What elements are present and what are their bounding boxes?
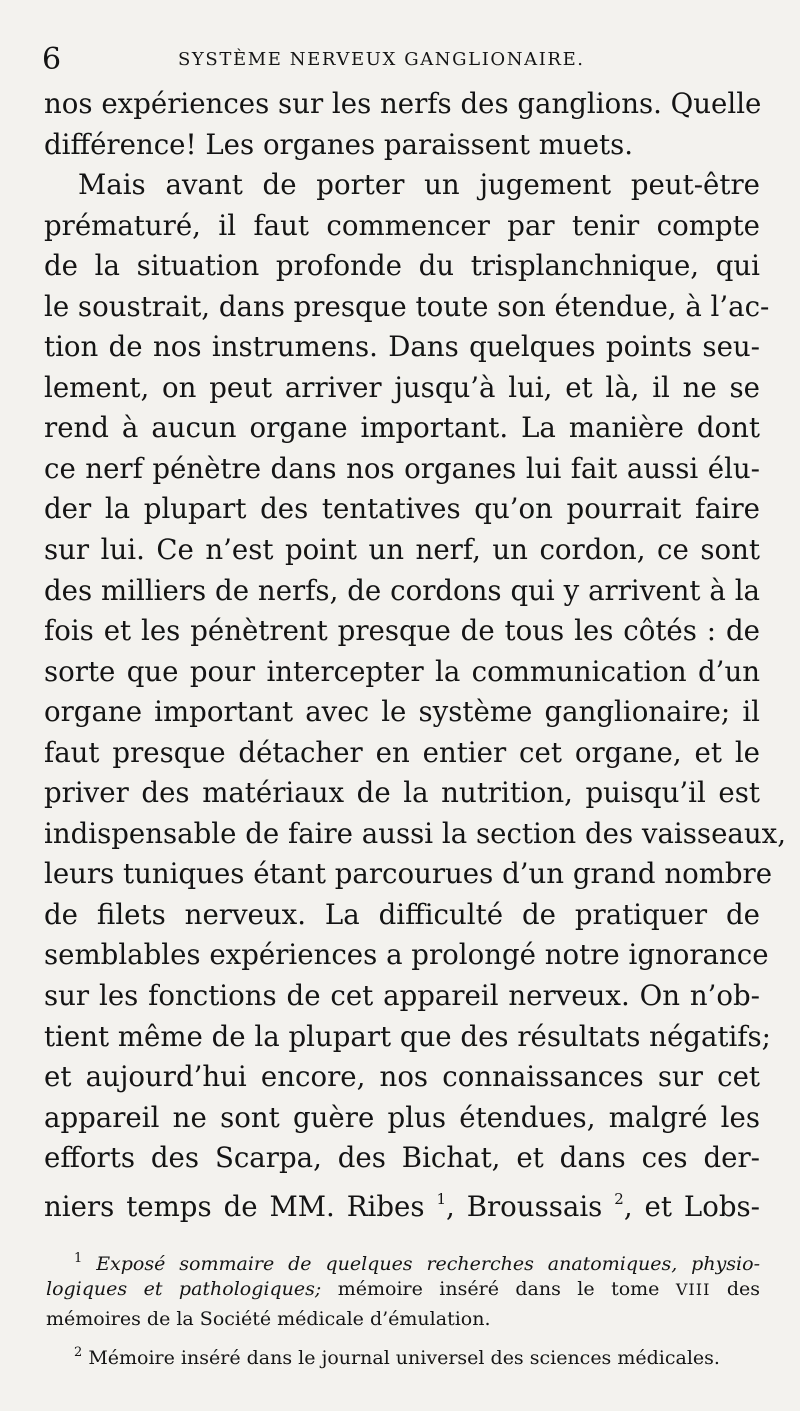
footnote-reference-1: 1 (436, 1189, 446, 1208)
text-line: nos expériences sur les nerfs des ganglions. Quelle (44, 87, 762, 120)
text-line: fois et les pénètrent presque de tous les côtés : de (44, 614, 760, 648)
footnote-2-text: Mémoire inséré dans le journal universel des sciences médicales. (88, 1347, 720, 1369)
footnote-1-title-end: logiques et pathologiques; (46, 1278, 322, 1300)
text-line: sorte que pour intercepter la communication d’un (44, 654, 760, 688)
footnote-2-mark: 2 (74, 1345, 83, 1360)
text-line: leurs tuniques étant parcourues d’un grand nombre (44, 857, 773, 891)
text-line: efforts des Scarpa, des Bichat, et dans ces der- (44, 1141, 760, 1175)
text-line: de la situation profonde du trisplanchnique, qui (44, 249, 760, 283)
footnote-1-line (46, 1274, 760, 1304)
text-line: tion de nos instrumens. Dans quelques points seu- (44, 330, 760, 364)
text-line: de filets nerveux. La difficulté de pratiquer de (44, 897, 760, 931)
text-line: organe important avec le système ganglionaire; il (44, 695, 760, 729)
footnote-1-title: Exposé sommaire de quelques recherches anatomiques, physio- (96, 1253, 760, 1275)
text-line: indispensable de faire aussi la section des vaisseaux, (44, 816, 786, 850)
page-number: 6 (42, 42, 62, 77)
footnote-reference-2: 2 (614, 1189, 624, 1208)
text-line: rend à aucun organe important. La manière dont (44, 411, 760, 445)
text-line: appareil ne sont guère plus étendues, malgré les (44, 1100, 760, 1134)
text-line: des milliers de nerfs, de cordons qui y arrivent à la (44, 573, 760, 607)
text-line: priver des matériaux de la nutrition, puisqu’il est (44, 776, 760, 810)
text-line: lement, on peut arriver jusqu’à lui, et là, il ne se (44, 370, 760, 404)
running-title: SYSTÈME NERVEUX GANGLIONAIRE. (178, 49, 585, 70)
text-line: tient même de la plupart que des résultats négatifs; (44, 1019, 771, 1053)
text-line: faut presque détacher en entier cet organe, et le (44, 735, 760, 769)
text-line: et aujourd’hui encore, nos connaissances sur cet (44, 1060, 760, 1094)
text-fragment: , et Lobs- (623, 1189, 760, 1223)
body-text (44, 84, 786, 1223)
text-line: prématuré, il faut commencer par tenir compte (44, 208, 760, 242)
footnote-1-volume: VIII (675, 1280, 711, 1299)
text-fragment: niers temps de MM. Ribes (44, 1189, 437, 1223)
footnote-1-text: mémoire inséré dans le tome (321, 1278, 676, 1300)
text-line-with-note-refs (44, 1179, 760, 1223)
text-line: sur lui. Ce n’est point un nerf, un cordon, ce sont (44, 533, 760, 567)
footnote-1-line (46, 1244, 760, 1274)
text-fragment: , Broussais (446, 1189, 615, 1223)
footnote-1-text: des (710, 1278, 760, 1300)
text-line: semblables expériences a prolongé notre ignorance (44, 938, 769, 972)
text-line: sur les fonctions de cet appareil nerveux. On n’ob- (44, 979, 760, 1013)
text-line: der la plupart des tentatives qu’on pourrait faire (44, 492, 760, 526)
running-head (42, 40, 762, 80)
footnote-1-line: mémoires de la Société médicale d’émulation. (46, 1308, 491, 1330)
text-line: ce nerf pénètre dans nos organes lui fait aussi élu- (44, 451, 760, 485)
footnote-1-mark: 1 (74, 1251, 83, 1266)
footnotes (46, 1244, 760, 1368)
text-line: le soustrait, dans presque toute son étendue, à l’ac- (44, 289, 770, 323)
text-line: Mais avant de porter un jugement peut-être (78, 168, 760, 202)
text-line: différence! Les organes paraissent muets. (44, 127, 634, 161)
footnote-2-line (46, 1338, 760, 1368)
